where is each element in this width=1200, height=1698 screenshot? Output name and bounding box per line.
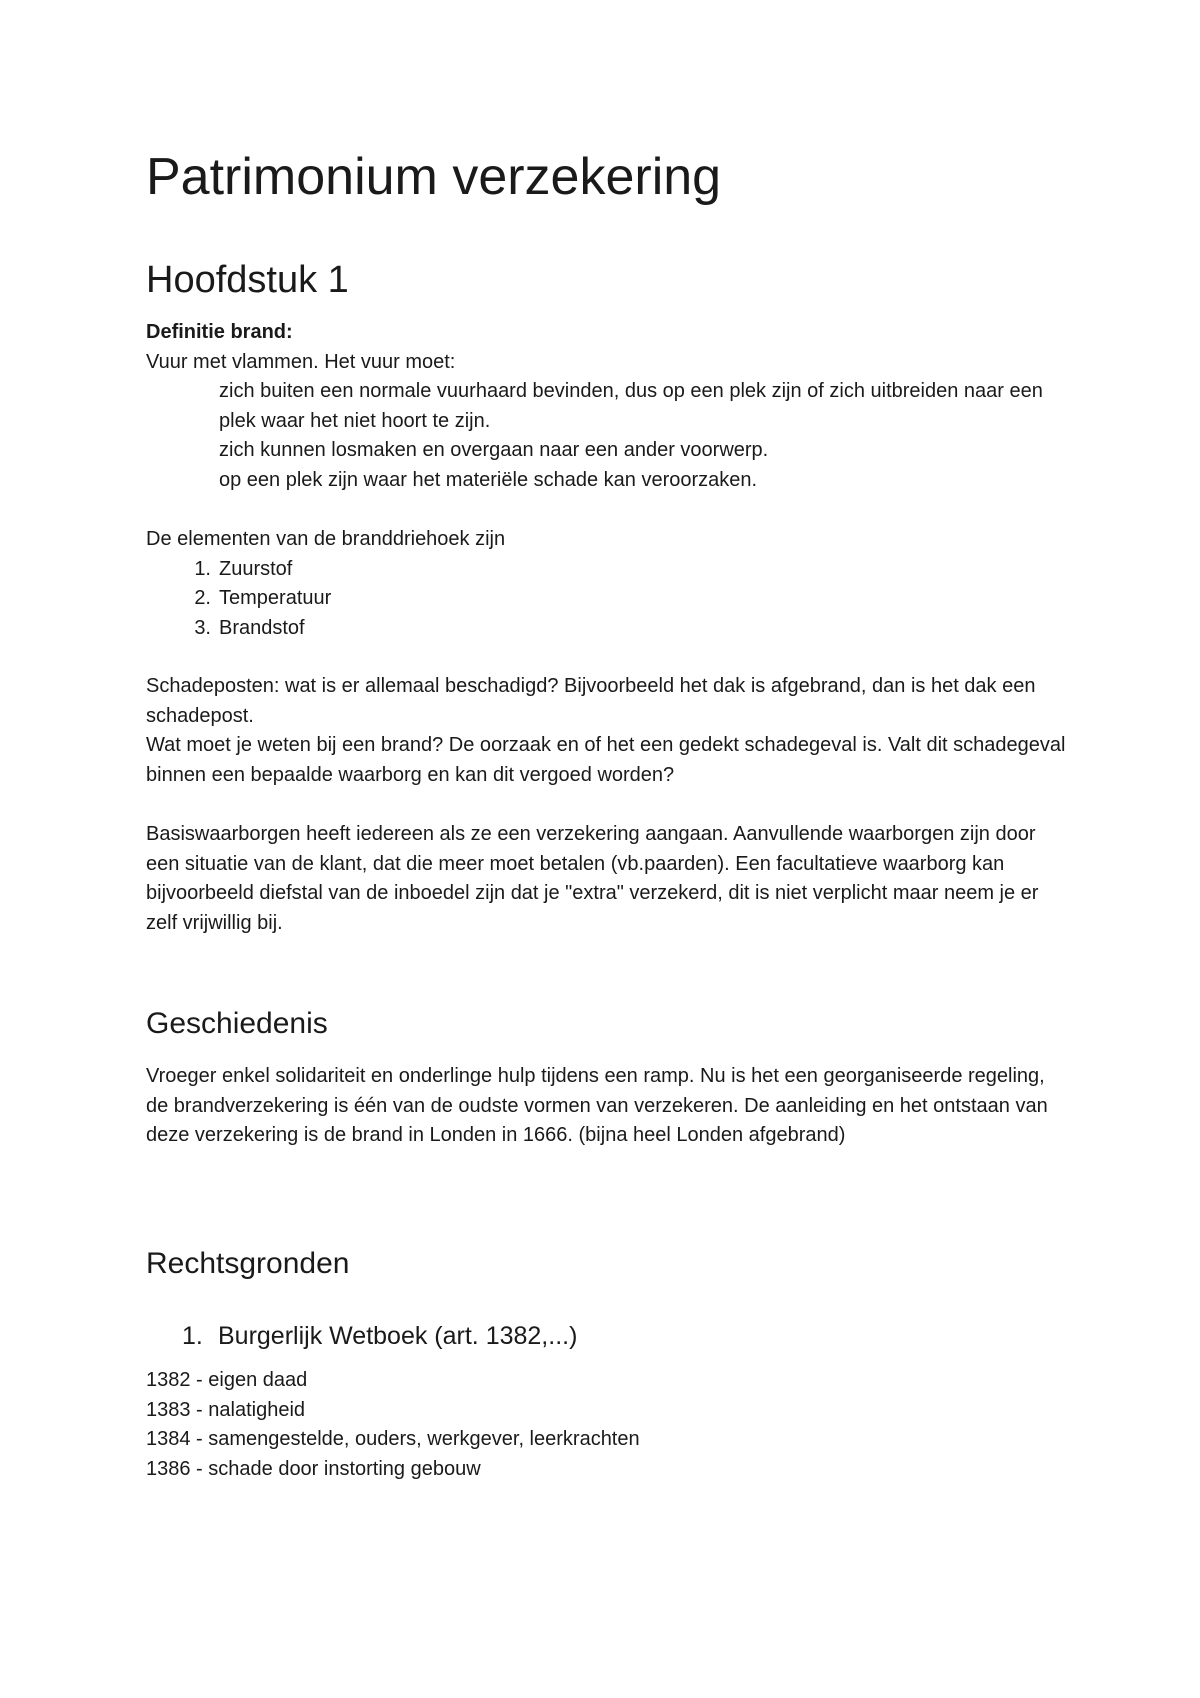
- list-item-number: 2.: [194, 587, 211, 609]
- list-item: 1384 - samengestelde, ouders, werkgever, leerkrachten: [146, 1428, 640, 1450]
- triangle-list: [146, 555, 1066, 644]
- list-item-text: Zuurstof: [219, 557, 293, 580]
- legal-subheading-number: 1.: [182, 1322, 203, 1350]
- triangle-section: [146, 525, 1066, 643]
- paragraph: Basiswaarborgen heeft iedereen als ze een verzekering aangaan. Aanvullende waarborgen zijn door een situatie van de klant, dat die meer moet betalen (vb.paarden). Een facultatieve waarborg kan bijvoorbeeld diefstal van de inboedel zijn dat je "extra" verzekerd, dit is niet verplicht maar neem je er zelf vrijwillig bij.: [146, 823, 1039, 934]
- definition-section: [146, 318, 1066, 495]
- list-item: [146, 614, 1066, 644]
- chapter-heading: Hoofdstuk 1: [146, 259, 349, 301]
- definition-condition: zich kunnen losmaken en overgaan naar een ander voorwerp.: [219, 439, 769, 461]
- list-item-number: 1.: [194, 557, 211, 580]
- list-item: [146, 555, 1066, 585]
- paragraph: Wat moet je weten bij een brand? De oorzaak en of het een gedekt schadegeval is. Valt dit schadegeval binnen een bepaalde waarborg en kan dit vergoed worden?: [146, 734, 1066, 786]
- legal-subheading-text: Burgerlijk Wetboek (art. 1382,...): [218, 1322, 578, 1350]
- list-item-text: Brandstof: [219, 616, 305, 639]
- history-section: [146, 1062, 1066, 1151]
- legal-heading: Rechtsgronden: [146, 1247, 350, 1280]
- schadeposten-section: [146, 672, 1066, 790]
- list-item: 1386 - schade door instorting gebouw: [146, 1457, 481, 1480]
- history-heading: Geschiedenis: [146, 1007, 328, 1040]
- list-item-number: 3.: [194, 616, 211, 639]
- definition-condition: op een plek zijn waar het materiële schade kan veroorzaken.: [219, 468, 758, 491]
- legal-subheading: [182, 1320, 577, 1352]
- definition-condition: zich buiten een normale vuurhaard bevinden, dus op een plek zijn of zich uitbreiden naar een plek waar het niet hoort te zijn.: [219, 380, 1043, 432]
- waarborgen-section: [146, 820, 1066, 938]
- triangle-intro: De elementen van de branddriehoek zijn: [146, 528, 506, 550]
- list-item: 1383 - nalatigheid: [146, 1398, 306, 1421]
- paragraph: Schadeposten: wat is er allemaal beschadigd? Bijvoorbeeld het dak is afgebrand, dan is het dak een schadepost.: [146, 675, 1036, 727]
- definition-label: Definitie brand:: [146, 321, 293, 343]
- list-item-text: Temperatuur: [219, 587, 332, 609]
- definition-intro: Vuur met vlammen. Het vuur moet:: [146, 350, 456, 373]
- list-item: [146, 584, 1066, 614]
- list-item: 1382 - eigen daad: [146, 1369, 308, 1391]
- articles-list: [146, 1366, 1066, 1484]
- document-title: Patrimonium verzekering: [146, 148, 722, 206]
- paragraph: Vroeger enkel solidariteit en onderlinge hulp tijdens een ramp. Nu is het een georganiseerde regeling, de brandverzekering is één van de oudste vormen van verzekeren. De aanleiding en het ontstaan van deze verzekering is de brand in Londen in 1666. (bijna heel Londen afgebrand): [146, 1065, 1048, 1146]
